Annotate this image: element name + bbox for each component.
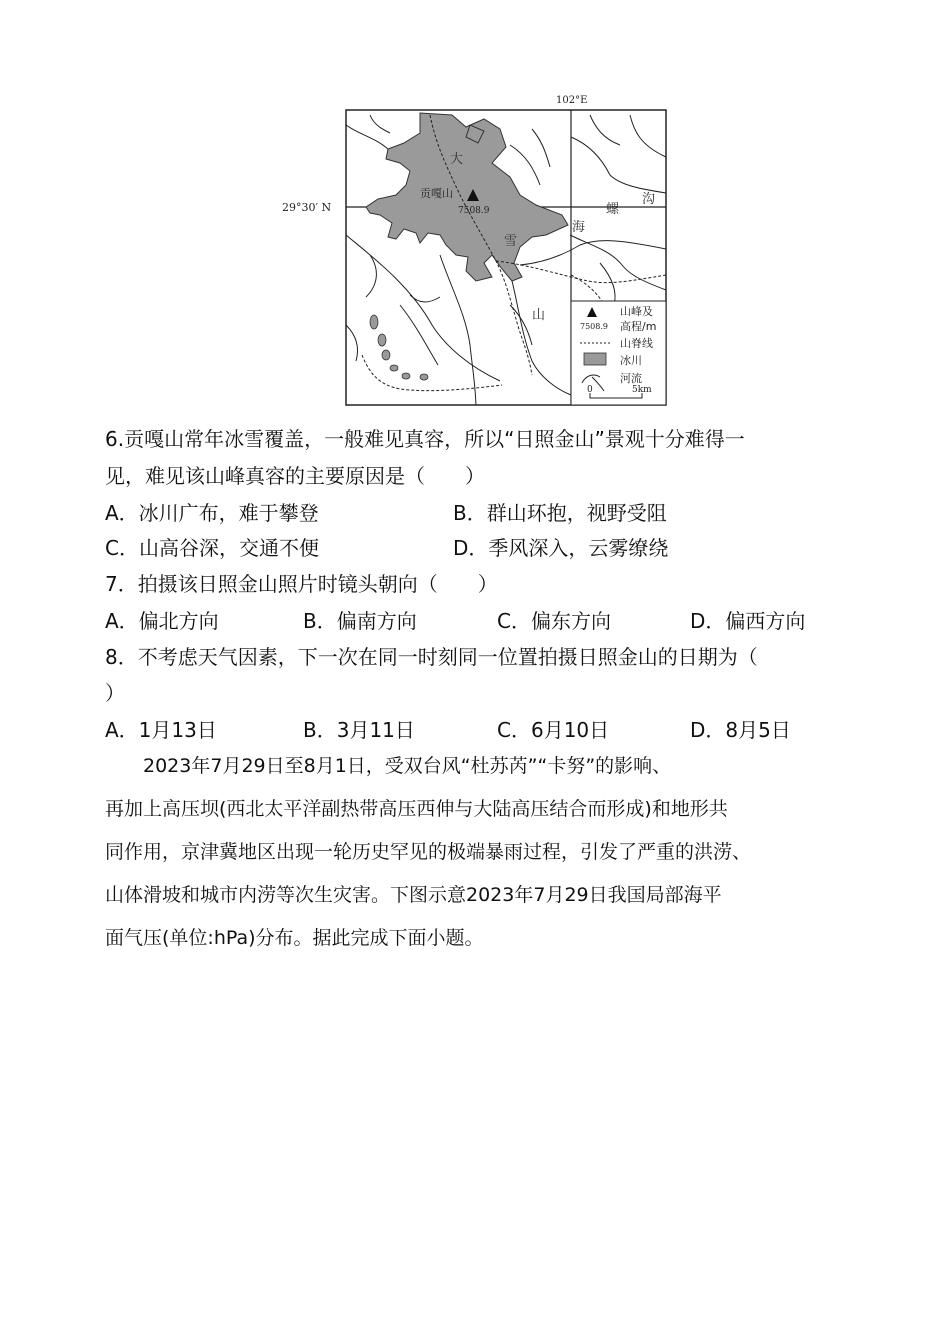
legend-scale-zero: 0 bbox=[587, 385, 593, 395]
peak-name: 贡嘎山 bbox=[420, 187, 453, 200]
small-glacier bbox=[402, 373, 410, 379]
legend-glacier-label: 冰川 bbox=[620, 354, 642, 367]
legend-ridge-label: 山脊线 bbox=[620, 337, 653, 350]
q7-option-d: D．偏西方向 bbox=[690, 609, 806, 633]
q8-option-a: A．1月13日 bbox=[105, 718, 217, 742]
small-glacier bbox=[378, 334, 386, 346]
q6-option-a: A．冰川广布，难于攀登 bbox=[105, 501, 319, 525]
glacier-area bbox=[366, 113, 568, 281]
small-glacier bbox=[390, 365, 398, 371]
small-glacier bbox=[420, 374, 428, 380]
range-char-shan: 山 bbox=[532, 308, 546, 323]
q8-option-c: C．6月10日 bbox=[497, 718, 610, 742]
legend-peak-example: 7508.9 bbox=[580, 322, 608, 331]
legend-river-label: 河流 bbox=[620, 372, 642, 385]
legend-glacier-icon bbox=[584, 353, 606, 365]
q7-stem: 7．拍摄该日照金山照片时镜头朝向（ ） bbox=[105, 572, 498, 596]
gongga-map-figure bbox=[270, 85, 680, 410]
map-legend bbox=[571, 301, 666, 405]
q6-stem-line1: 6.贡嘎山常年冰雪覆盖，一般难见真容，所以“日照金山”景观十分难得一 bbox=[105, 427, 745, 451]
range-char-da: 大 bbox=[450, 152, 464, 167]
q6-option-b: B．群山环抱，视野受阻 bbox=[453, 501, 667, 525]
q8-option-d: D．8月5日 bbox=[690, 718, 791, 742]
small-glacier bbox=[370, 315, 378, 329]
valley-char-luo: 螺 bbox=[606, 202, 620, 217]
q8-stem-line1: 8．不考虑天气因素，下一次在同一时刻同一位置拍摄日照金山的日期为（ bbox=[105, 645, 758, 669]
small-glacier bbox=[382, 350, 390, 360]
passage-line: 同作用，京津冀地区出现一轮历史罕见的极端暴雨过程，引发了严重的洪涝、 bbox=[105, 841, 752, 863]
q7-option-c: C．偏东方向 bbox=[497, 609, 611, 633]
passage-line: 2023年7月29日至8月1日，受双台风“杜苏芮”“卡努”的影响、 bbox=[105, 755, 672, 777]
q8-option-b: B．3月11日 bbox=[303, 718, 415, 742]
longitude-label: 102°E bbox=[556, 95, 588, 106]
peak-elevation: 7508.9 bbox=[458, 206, 490, 216]
range-char-xue: 雪 bbox=[504, 234, 518, 249]
passage-line: 面气压(单位:hPa)分布。据此完成下面小题。 bbox=[105, 927, 484, 949]
q6-stem-line2: 见，难见该山峰真容的主要原因是（ ） bbox=[105, 464, 485, 488]
q7-option-a: A．偏北方向 bbox=[105, 609, 219, 633]
legend-scale-end: 5km bbox=[632, 385, 652, 395]
latitude-label: 29°30′ N bbox=[282, 201, 332, 214]
valley-char-hai: 海 bbox=[572, 220, 586, 235]
q7-option-b: B．偏南方向 bbox=[303, 609, 417, 633]
q6-option-d: D．季风深入，云雾缭绕 bbox=[453, 536, 669, 560]
q8-stem-line2: ） bbox=[105, 681, 125, 705]
passage-line: 山体滑坡和城市内涝等次生灾害。下图示意2023年7月29日我国局部海平 bbox=[105, 884, 722, 906]
legend-peak-label-2: 高程/m bbox=[620, 320, 657, 333]
legend-peak-label-1: 山峰及 bbox=[620, 305, 653, 318]
q6-option-c: C．山高谷深，交通不便 bbox=[105, 536, 319, 560]
valley-char-gou: 沟 bbox=[642, 192, 656, 207]
passage-line: 再加上高压坝(西北太平洋副热带高压西伸与大陆高压结合而形成)和地形共 bbox=[105, 798, 728, 820]
